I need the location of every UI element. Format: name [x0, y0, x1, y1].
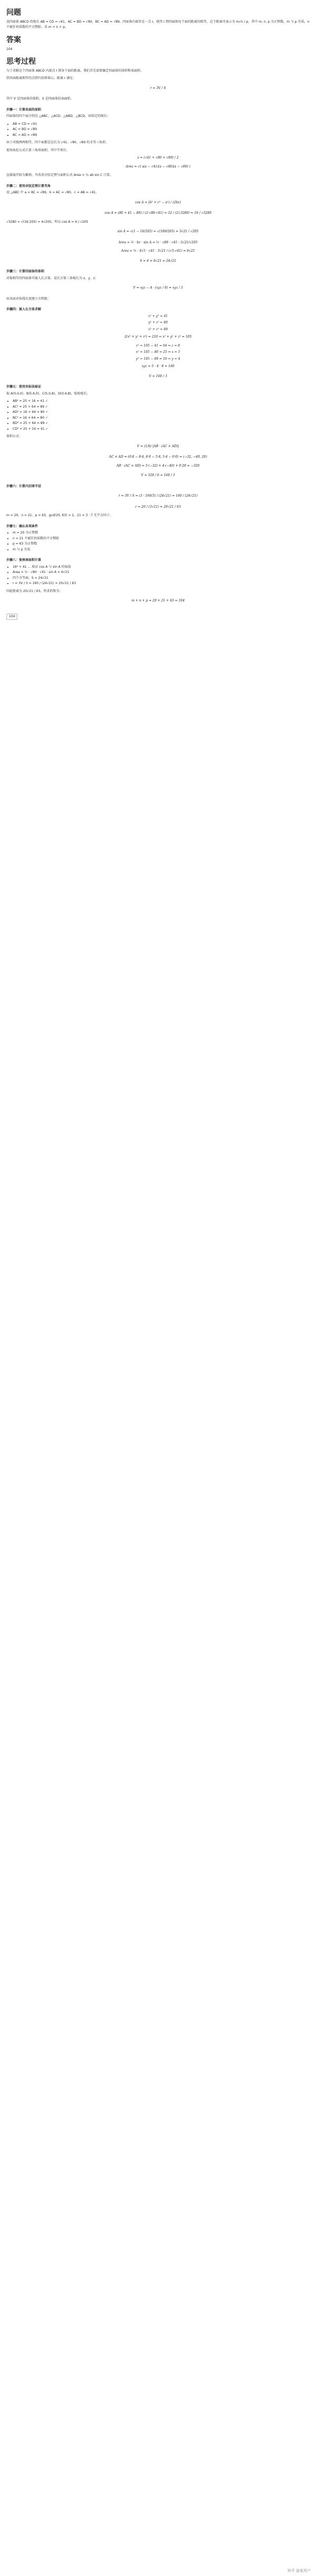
step2-text: 设 △ABC 中 a = BC = √89，b = AC = √80，c = AB = √41。 [6, 191, 99, 195]
sin-values: sin A = √(1 − 16/205) = √(189/205) = 3√21 / √205 [117, 230, 199, 234]
equation: z² = 105 − 41 = 64 ⇒ z = 8 [136, 343, 180, 348]
document [0, 0, 316, 620]
equation: x² + z² = 89 [148, 327, 168, 331]
step5-title: 步骤五：使用坐标法验证 [6, 385, 42, 389]
det-intro: 体积公式： [6, 435, 23, 439]
area-result: Area = ½ · 4√5 · √41 · 3√21 / (√5·√41) = 6√21 [121, 249, 195, 253]
list-item: • AB² = 25 + 16 = 41 ✓ [13, 399, 310, 404]
volume-formula: V = xyz − 4 · (xyz / 6) = xyz / 3 [133, 286, 183, 290]
sum-line: 2(x² + y² + z²) = 210 ⇒ x² + y² + z² = 105 [124, 335, 192, 339]
step8-title: 步骤八：复核表面积计算 [6, 558, 42, 562]
final-sum: m + n + p = 20 + 21 + 63 = 104 [131, 599, 185, 603]
heron-s: s = (√41 + √80 + √89) / 2 [137, 156, 179, 160]
formula-note: 其中 V 是四面体的体积，S 是四面体的表面积。 [6, 97, 74, 101]
list-item: • AC² = 25 + 64 = 89 ✓ [13, 404, 310, 410]
heron-intro: 使用海伦公式计算三角形面积，其中半周长： [6, 148, 70, 152]
equation: x² + y² = 41 [148, 314, 168, 318]
step7-title: 步骤七：确认各项条件 [6, 524, 38, 528]
step1-note: 由于对棱两两相等，四个面都是边长为 √41、√80、√89 的全等三角形。 [6, 141, 109, 145]
step3-hint: 由各面对角线长度建立方程组： [6, 297, 51, 301]
step2-title: 步骤二：使用余弦定理计算夹角 [6, 184, 51, 188]
conclusion: 因此距离为 20√21 / 63，所求的和为： [6, 589, 63, 593]
answer-heading: 答案 [6, 35, 21, 44]
list-item: • AC = BD = √80 [13, 127, 310, 133]
list-item: • AD² = 16 + 64 = 80 ✓ [13, 410, 310, 416]
vol-result: V = 320 / 6 = 160 / 3 [141, 473, 175, 478]
step7-list [6, 530, 310, 552]
step3-title: 步骤三：计算四面体的体积 [6, 270, 45, 274]
list-item: • 16² + 41 … 验证 cos A 与 sin A 的取值 [13, 565, 310, 570]
heron-note: 直接展开较为繁琐，可改用余弦定理与面积公式 Area = ½ ab sin C 计算。 [6, 173, 113, 177]
radius-formula: r = 3V / S = (3 · 160/3) / (24√21) = 160 / (24√21) [118, 494, 197, 498]
equation: x² = 105 − 80 = 25 ⇒ x = 5 [136, 350, 180, 354]
total-area: S = 4 × 6√21 = 24√21 [140, 259, 176, 263]
thinking-heading: 思考过程 [6, 57, 36, 66]
list-item: • CD² = 25 + 16 = 41 ✓ [13, 427, 310, 432]
list-item: • 四个全等面，S = 24√21 [13, 576, 310, 581]
cos-values: cos A = (80 + 41 − 89) / (2·√80·√41) = 32 / (2√3280) = 16 / √3280 [104, 211, 212, 215]
step8-list [6, 565, 310, 587]
equation: y² = 105 − 89 = 16 ⇒ y = 4 [136, 357, 180, 361]
answer-value: 104 [6, 47, 13, 51]
step1-text: 四面体的四个面分别是 △ABC、△ACD、△ABD、△BCD。由给定的棱长： [6, 114, 111, 119]
step1-list [6, 122, 310, 139]
list-item: • AB = CD = √41 [13, 122, 310, 127]
det-formula: V = (1/6) |AB · (AC × AD)| [137, 444, 179, 448]
problem-text: 设四面体 ABCD 的棱长 AB = CD = √41，AC = BD = √80，BC = AD = √89。四面体内部存在一点 I，使得 I 到四面体每个面的距离均相等，这个距离可表示为 m√n / p，其中 m, n, p 为正整数，m 与 p 互质，n 不被任何质数的平方整除。求 m + n + p。 [6, 19, 310, 29]
list-item: • m 与 p 互质 [13, 547, 310, 553]
list-item: • Area = ½ · √80 · √41 · sin A = 6√21 [13, 570, 310, 576]
dot-product: AB · (AC × AD) = 5·(−32) + 4·(−40) + 0·20 = −320 [116, 463, 200, 468]
cos-formula: cos A = (b² + c² − a²) / (2bc) [135, 200, 181, 204]
tetra-volume: V = 160 / 3 [149, 374, 167, 378]
formula-intro: 到各面距离相等的点即内切球球心，距离 r 满足： [6, 76, 76, 81]
step6-title: 步骤六：计算内切球半径 [6, 484, 42, 488]
intro-paragraph: 为了求解这个四面体 ABCD 内部点 I 到各个面的距离，我们首先需要确定四面体的体积和表面积。 [6, 68, 144, 73]
equation: y² + z² = 80 [148, 321, 168, 325]
list-item: • m = 20 为正整数 [13, 530, 310, 536]
formula-r: r = 3V / S [150, 86, 166, 90]
problem-heading: 问题 [6, 8, 21, 17]
list-item: • BC = AD = √89 [13, 133, 310, 139]
list-item: • r = 3V / S = 160 / (24√21) = 20√21 / 63 [13, 581, 310, 587]
cos-simplify: √3280 = √(16·205) = 4√205，所以 cos A = 4 / √205 [6, 220, 88, 224]
list-item: • n = 21 不被任何质数的平方整除 [13, 536, 310, 542]
box-volume: xyz = 5 · 4 · 8 = 160 [142, 364, 174, 369]
list-item: • BC² = 16 + 64 = 80 ✓ [13, 416, 310, 421]
page-number: 104 [6, 614, 17, 620]
radius-simplify: r = 20 / (3√21) = 20√21 / 63 [135, 505, 181, 509]
step3-text: 对棱相等的四面体可嵌入长方体，设长方体三条棱长为 x、y、z： [6, 276, 98, 280]
watermark: 知乎 @某用户 [287, 2568, 311, 2573]
radius-check: m = 20，n = 21，p = 63，gcd(20, 63) = 1，21 = 3 · 7 无平方因子。 [6, 514, 113, 518]
area-formula: Area = ½ · bc · sin A = ½ · √80 · √41 · 3√21/√205 [118, 240, 198, 244]
step5-text: 取 A(0,0,0)、B(5,4,0)、C(5,0,8)、D(0,4,8)，检验棱长： [6, 391, 90, 396]
list-item: • p = 63 为正整数 [13, 541, 310, 547]
step4-title: 步骤四：嵌入长方体求解 [6, 308, 42, 312]
step5-checks [6, 399, 310, 432]
cross-product: AC × AD = (0·8 − 8·4, 8·0 − 5·8, 5·4 − 0·0) = (−32, −40, 20) [109, 455, 207, 459]
step1-title: 步骤一：计算各面的面积 [6, 107, 42, 112]
list-item: • BD² = 25 + 64 = 89 ✓ [13, 421, 310, 427]
heron-area: Area = √( s(s − √41)(s − √80)(s − √89) ) [125, 164, 191, 169]
